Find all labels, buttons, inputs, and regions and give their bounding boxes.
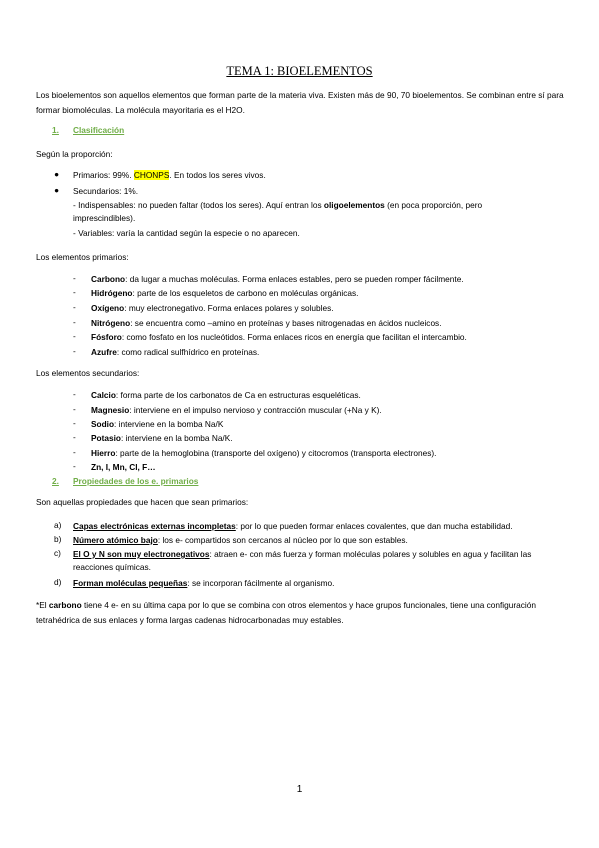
property-term: Capas electrónicas externas incompletas xyxy=(73,521,236,531)
section-2-number: 2. xyxy=(52,476,59,486)
dash-icon: - xyxy=(73,302,76,312)
primarios-prefix: Primarios: 99%. xyxy=(73,170,134,180)
element-term: Fósforo xyxy=(91,332,122,342)
bullet-icon: ● xyxy=(54,169,60,179)
indispensables-text-cont: (en poca proporción, pero xyxy=(384,200,483,210)
list-item xyxy=(91,461,156,473)
oligoelementos-term: oligoelementos xyxy=(323,200,385,210)
property-term: Forman moléculas pequeñas xyxy=(73,578,188,588)
indispensables-line-2: imprescindibles). xyxy=(73,213,136,223)
list-letter: a) xyxy=(54,520,62,530)
secundarios-label: Secundarios: 1%. xyxy=(73,186,139,196)
element-text: : parte de los esqueletos de carbono en moléculas orgánicas. xyxy=(132,288,359,298)
intro-paragraph: Los bioelementos son aquellos elementos que forman parte de la materia viva. Existen más de 90, 70 bioelementos. Se combinan entre sí para formar biomoléculas. La molécula mayoritaria es el H2O. xyxy=(36,90,564,115)
list-item xyxy=(73,577,334,589)
property-term: El O y N son muy electronegativos xyxy=(73,549,210,559)
property-text: : atraen e- con más fuerza y forman moléculas polares y solubles en agua y facilitan las xyxy=(209,549,532,559)
primarios-suffix: . En todos los seres vivos. xyxy=(169,170,266,180)
dash-icon: - xyxy=(73,447,76,457)
variables-line: - Variables: varía la cantidad según la especie o no aparecen. xyxy=(73,228,300,238)
element-term: Sodio xyxy=(91,419,115,429)
property-text: : por lo que pueden formar enlaces covalentes, que dan mucha estabilidad. xyxy=(235,521,513,531)
list-item xyxy=(73,548,531,560)
element-text: : forma parte de los carbonatos de Ca en estructuras esqueléticas. xyxy=(115,390,361,400)
list-item xyxy=(91,287,359,299)
element-term: Zn, I, Mn, Cl, F… xyxy=(91,462,156,472)
dash-icon: - xyxy=(73,287,76,297)
dash-icon: - xyxy=(73,389,76,399)
dash-icon: - xyxy=(73,317,76,327)
element-text: : como fosfato en los nucleótidos. Forma enlaces ricos en energía que facilitan el intercambio. xyxy=(121,332,467,342)
element-text: : interviene en el impulso nervioso y contracción muscular (+Na y K). xyxy=(129,405,382,415)
element-text: : parte de la hemoglobina (transporte del oxígeno) y citocromos (transporta electrones). xyxy=(115,448,437,458)
primarios-item xyxy=(73,169,266,181)
list-item xyxy=(91,302,334,314)
list-item xyxy=(91,418,223,430)
dash-icon: - xyxy=(73,432,76,442)
list-item xyxy=(91,404,382,416)
bullet-icon: ● xyxy=(54,185,60,195)
list-item xyxy=(91,432,233,444)
props-intro: Son aquellas propiedades que hacen que sean primarios: xyxy=(36,497,249,507)
element-term: Nitrógeno xyxy=(91,318,131,328)
element-term: Potasio xyxy=(91,433,121,443)
chonps-highlight: CHONPS xyxy=(133,170,170,180)
element-text: : como radical sulfhídrico en proteínas. xyxy=(116,347,260,357)
element-term: Hierro xyxy=(91,448,116,458)
list-letter: b) xyxy=(54,534,62,544)
property-text: : los e- compartidos son cercanos al núcleo por lo que son estables. xyxy=(157,535,408,545)
element-term: Calcio xyxy=(91,390,116,400)
dash-icon: - xyxy=(73,273,76,283)
dash-icon: - xyxy=(73,331,76,341)
indispensables-line xyxy=(73,199,482,211)
carbon-note xyxy=(36,598,566,627)
section-2-title: Propiedades de los e. primarios xyxy=(73,476,199,486)
property-text: : se incorporan fácilmente al organismo. xyxy=(187,578,335,588)
list-item xyxy=(91,331,467,343)
element-text: : se encuentra como –amino en proteínas y bases nitrogenadas en ácidos nucleicos. xyxy=(130,318,442,328)
dash-icon: - xyxy=(73,418,76,428)
list-item xyxy=(91,317,442,329)
element-text: : da lugar a muchas moléculas. Forma enlaces estables, pero se pueden romper fácilmente. xyxy=(125,274,464,284)
carbono-term: carbono xyxy=(48,600,82,610)
element-term: Carbono xyxy=(91,274,126,284)
segun-label: Según la proporción: xyxy=(36,149,113,159)
dash-icon: - xyxy=(73,346,76,356)
indispensables-text: - Indispensables: no pueden faltar (todos los seres). Aquí entran los xyxy=(73,200,324,210)
element-term: Oxígeno xyxy=(91,303,125,313)
list-letter: c) xyxy=(54,548,61,558)
list-item xyxy=(91,447,436,459)
page-number: 1 xyxy=(296,784,303,795)
section-1-title: Clasificación xyxy=(73,125,125,135)
property-term: Número atómico bajo xyxy=(73,535,158,545)
property-text-cont: reacciones químicas. xyxy=(73,562,151,572)
list-letter: d) xyxy=(54,577,62,587)
list-item xyxy=(91,346,259,358)
element-term: Magnesio xyxy=(91,405,130,415)
element-term: Azufre xyxy=(91,347,117,357)
list-item xyxy=(73,534,408,546)
secundarios-intro: Los elementos secundarios: xyxy=(36,368,140,378)
list-item xyxy=(73,520,513,532)
document-title: TEMA 1: BIOELEMENTOS xyxy=(226,64,373,78)
primarios-intro: Los elementos primarios: xyxy=(36,252,129,262)
element-term: Hidrógeno xyxy=(91,288,133,298)
element-text: : interviene en la bomba Na/K xyxy=(114,419,224,429)
dash-icon: - xyxy=(73,461,76,471)
note-prefix: *El xyxy=(36,600,49,610)
note-text: tiene 4 e- en su última capa por lo que se combina con otros elementos y hace grupos funcionales, tiene una configuración tetrahédrica de sus enlaces y forma largas cadenas hidrocarbonadas muy estables. xyxy=(36,600,536,625)
dash-icon: - xyxy=(73,404,76,414)
list-item xyxy=(91,389,361,401)
list-item xyxy=(91,273,464,285)
element-text: : interviene en la bomba Na/K. xyxy=(120,433,233,443)
section-1-number: 1. xyxy=(52,125,59,135)
element-text: : muy electronegativo. Forma enlaces polares y solubles. xyxy=(124,303,334,313)
